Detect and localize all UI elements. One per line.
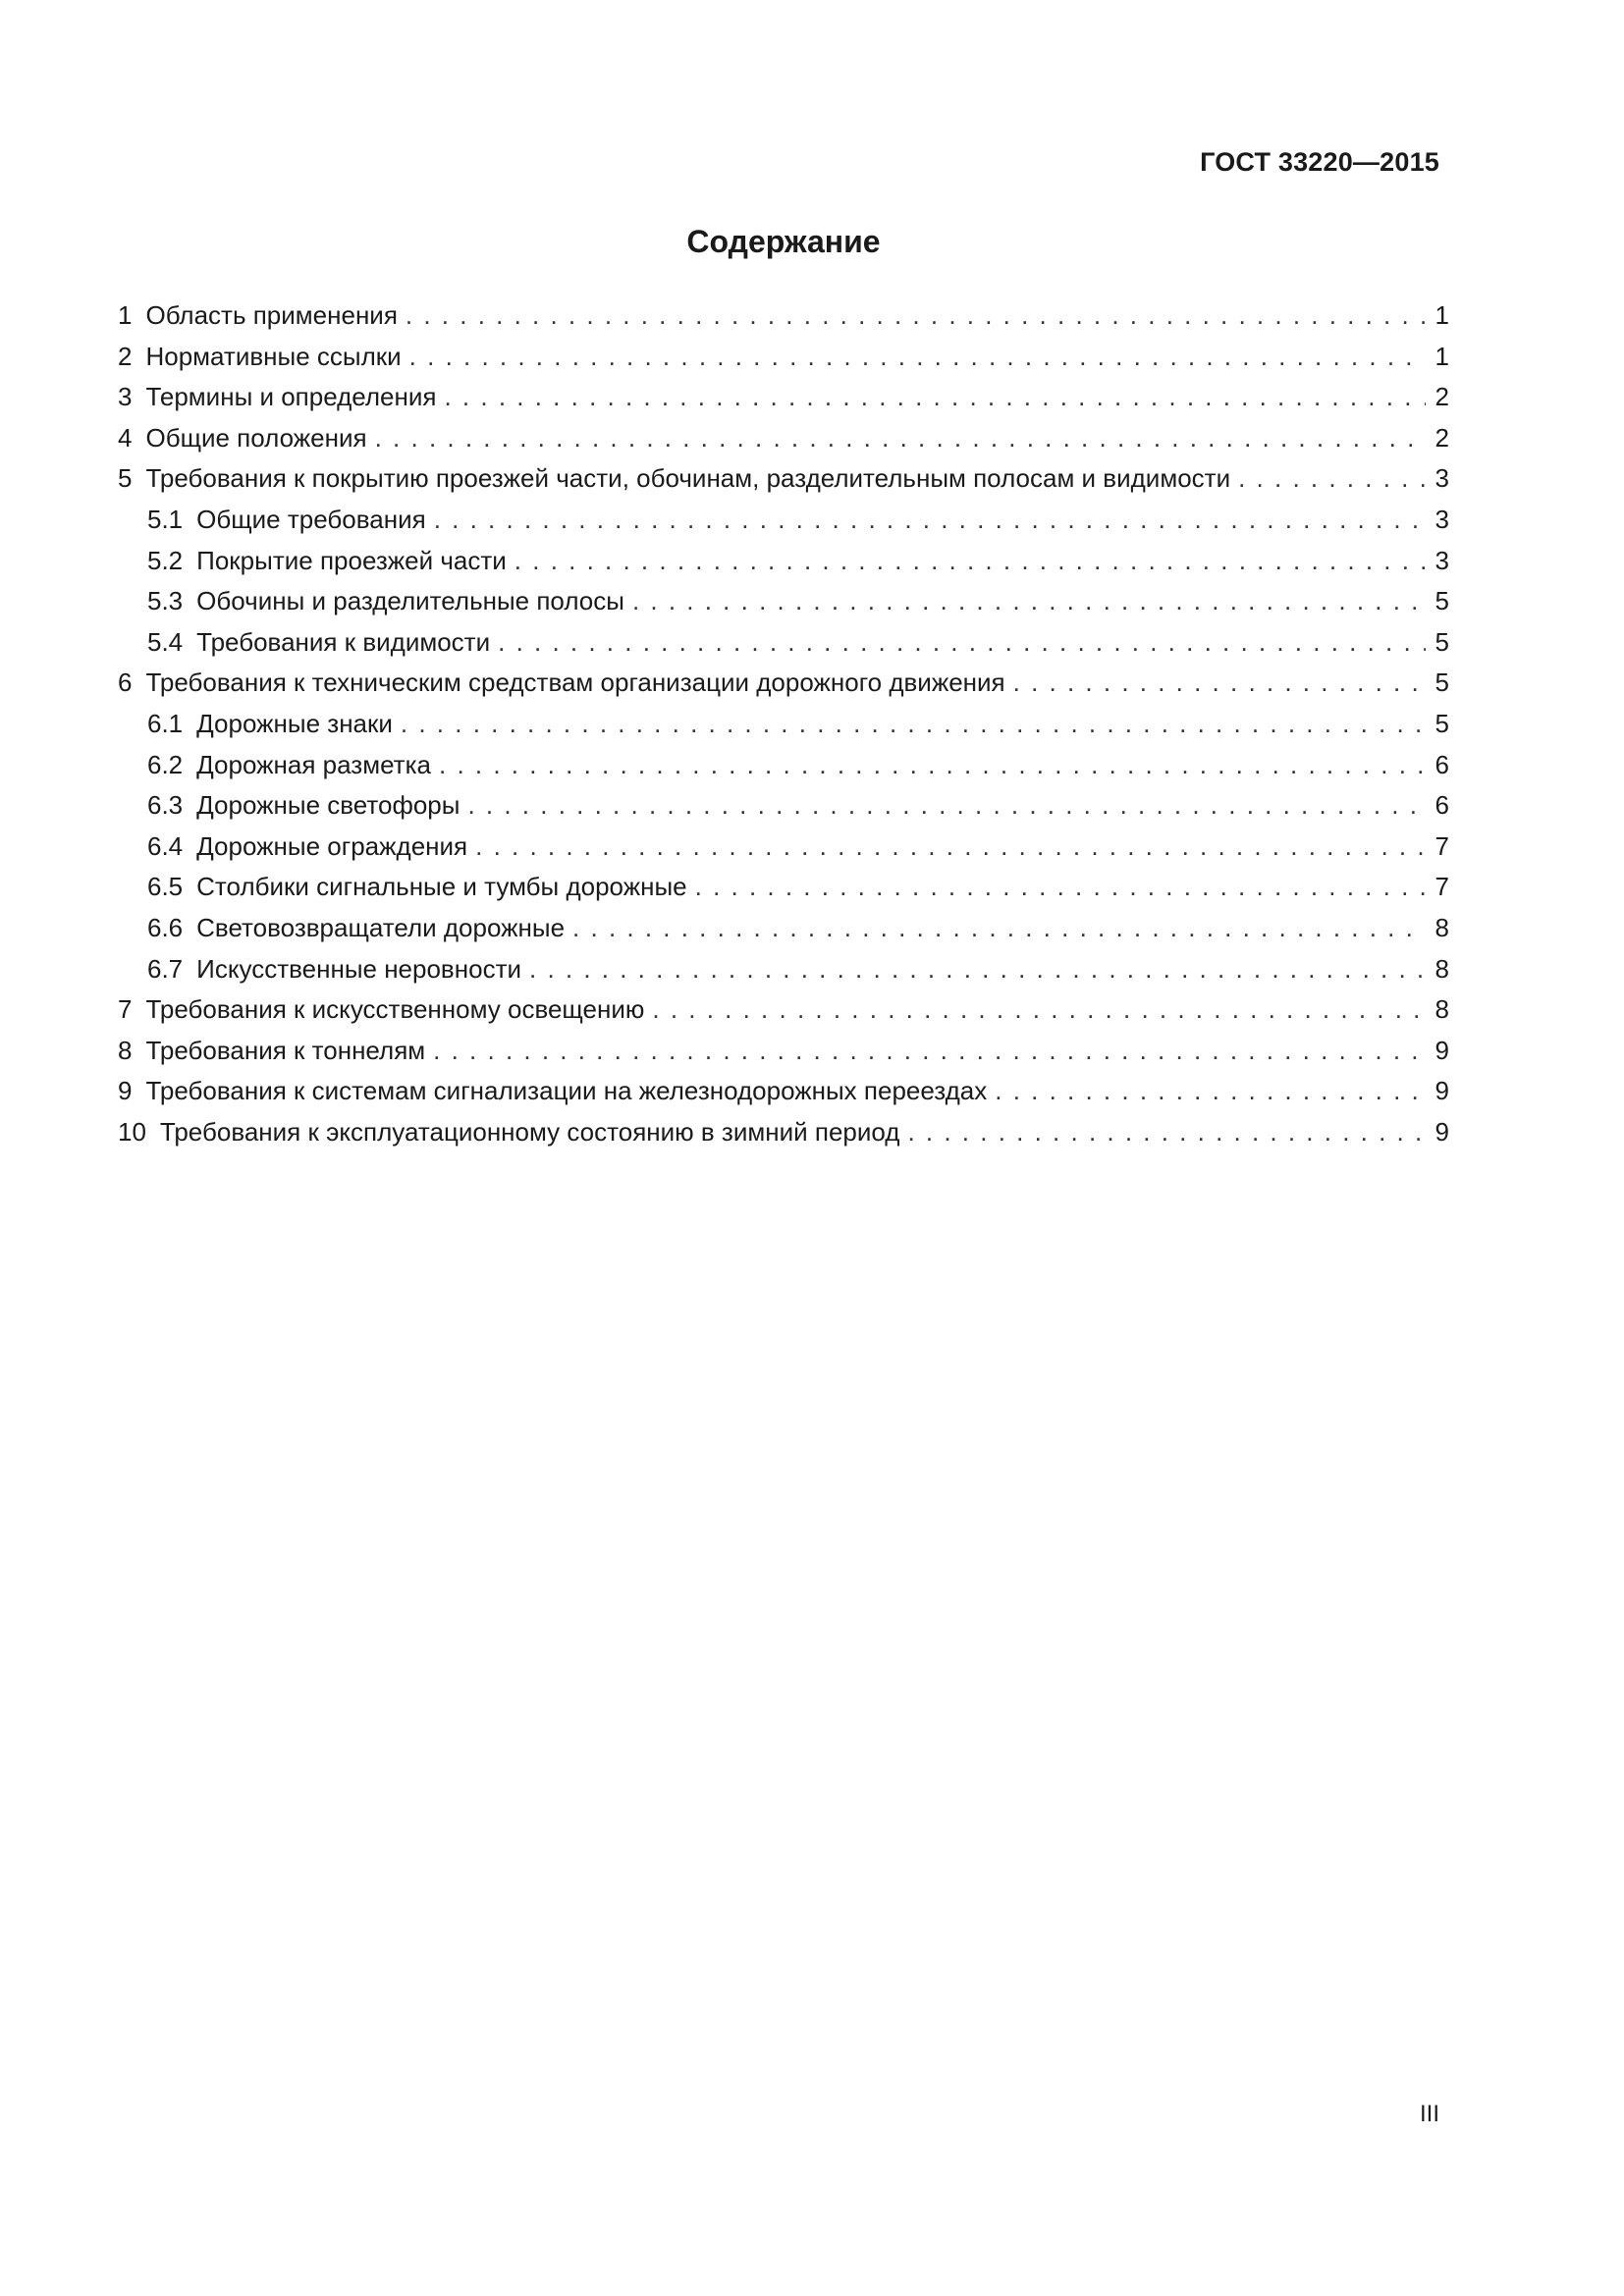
toc-entry-title: Требования к покрытию проезжей части, обочинам, разделительным полосам и видимости [145,463,1231,494]
toc-entry-number: 6.3 [147,790,184,821]
toc-entry-page: 6 [1435,749,1449,779]
toc-entry-title: Нормативные ссылки [145,341,402,371]
toc-entry-page: 3 [1435,463,1449,494]
dot-leader [995,1071,1426,1112]
toc-entry-number: 2 [118,341,133,371]
toc-entry-title: Требования к искусственному освещению [145,994,645,1025]
dot-leader [652,989,1426,1031]
toc-entry-title: Дорожные светофоры [196,790,460,821]
toc-entry-number: 6.5 [147,872,184,902]
toc-entry[interactable] [118,1112,1449,1153]
toc-entry-title: Требования к видимости [196,626,491,657]
toc-entry-title: Общие положения [145,422,367,453]
toc-entry-title: Искусственные неровности [196,953,521,984]
dot-leader [433,1031,1426,1072]
dot-leader [434,500,1426,541]
document-code: ГОСТ 33220—2015 [1200,147,1439,177]
toc-entry-number: 6.1 [147,708,184,738]
toc-subentry[interactable] [118,949,1449,990]
toc-entry-number: 5.2 [147,545,184,575]
toc-entry-number: 5.3 [147,586,184,616]
table-of-contents [118,295,1449,1152]
toc-entry-page: 5 [1435,667,1449,698]
toc-subentry[interactable] [118,867,1449,908]
toc-entry-title: Дорожные знаки [196,708,393,738]
toc-entry-title: Покрытие проезжей части [196,545,507,575]
toc-entry-title: Область применения [145,300,398,330]
toc-entry-title: Требования к тоннелям [145,1035,426,1065]
dot-leader [514,541,1426,582]
toc-title: Содержание [686,224,881,259]
toc-subentry[interactable] [118,785,1449,827]
toc-entry-page: 1 [1435,341,1449,371]
toc-entry-number: 6.4 [147,830,184,861]
toc-entry[interactable] [118,1031,1449,1072]
toc-entry-title: Столбики сигнальные и тумбы дорожные [196,872,687,902]
toc-entry-number: 7 [118,994,133,1025]
dot-leader [632,581,1426,622]
toc-subentry[interactable] [118,622,1449,664]
toc-entry-title: Дорожная разметка [196,749,431,779]
toc-entry-title: Световозвращатели дорожные [196,912,566,942]
toc-entry-title: Обочины и разделительные полосы [196,586,624,616]
toc-entry-page: 2 [1435,422,1449,453]
toc-entry-number: 5.1 [147,504,184,534]
toc-entry-page: 5 [1435,626,1449,657]
toc-entry-page: 9 [1435,1035,1449,1065]
toc-entry-page: 2 [1435,382,1449,412]
toc-entry[interactable] [118,989,1449,1031]
toc-entry[interactable] [118,337,1449,378]
toc-entry[interactable] [118,458,1449,500]
dot-leader [695,867,1426,908]
dot-leader [1238,458,1426,500]
toc-subentry[interactable] [118,827,1449,868]
toc-entry[interactable] [118,295,1449,337]
toc-entry-page: 7 [1435,830,1449,861]
toc-subentry[interactable] [118,745,1449,786]
toc-entry-number: 6.7 [147,953,184,984]
toc-entry-page: 3 [1435,504,1449,534]
dot-leader [409,337,1426,378]
toc-entry-number: 8 [118,1035,133,1065]
toc-entry-title: Термины и определения [145,382,437,412]
toc-subentry[interactable] [118,581,1449,622]
toc-entry-number: 3 [118,382,133,412]
dot-leader [907,1112,1426,1153]
toc-entry-number: 10 [118,1116,146,1147]
toc-entry-number: 1 [118,300,133,330]
toc-entry-page: 8 [1435,953,1449,984]
toc-entry-page: 6 [1435,790,1449,821]
toc-entry-number: 6 [118,667,133,698]
toc-entry-page: 8 [1435,994,1449,1025]
toc-subentry[interactable] [118,704,1449,745]
dot-leader [467,785,1426,827]
toc-entry-page: 9 [1435,1076,1449,1106]
toc-entry-page: 1 [1435,300,1449,330]
toc-entry[interactable] [118,418,1449,459]
dot-leader [401,704,1426,745]
toc-subentry[interactable] [118,908,1449,949]
dot-leader [439,745,1426,786]
dot-leader [375,418,1426,459]
toc-entry-page: 8 [1435,912,1449,942]
toc-entry-title: Требования к техническим средствам организации дорожного движения [145,667,1005,698]
dot-leader [1013,663,1426,704]
dot-leader [529,949,1426,990]
toc-entry-title: Требования к системам сигнализации на железнодорожных переездах [145,1076,988,1106]
toc-entry-number: 6.2 [147,749,184,779]
dot-leader [444,377,1426,418]
dot-leader [572,908,1426,949]
toc-subentry[interactable] [118,541,1449,582]
toc-entry-number: 5.4 [147,626,184,657]
toc-entry-page: 9 [1435,1116,1449,1147]
toc-entry-number: 4 [118,422,133,453]
toc-entry-page: 7 [1435,872,1449,902]
toc-entry-number: 5 [118,463,133,494]
dot-leader [498,622,1426,664]
toc-entry-page: 5 [1435,708,1449,738]
toc-entry-number: 6.6 [147,912,184,942]
toc-subentry[interactable] [118,500,1449,541]
toc-entry[interactable] [118,663,1449,704]
toc-entry-page: 5 [1435,586,1449,616]
toc-entry[interactable] [118,377,1449,418]
toc-entry[interactable] [118,1071,1449,1112]
toc-entry-title: Дорожные ограждения [196,830,468,861]
page-number: III [1419,2101,1439,2127]
dot-leader [475,827,1426,868]
toc-entry-title: Требования к эксплуатационному состоянию в зимний период [159,1116,900,1147]
toc-entry-number: 9 [118,1076,133,1106]
toc-entry-page: 3 [1435,545,1449,575]
toc-entry-title: Общие требования [196,504,426,534]
dot-leader [406,295,1426,337]
